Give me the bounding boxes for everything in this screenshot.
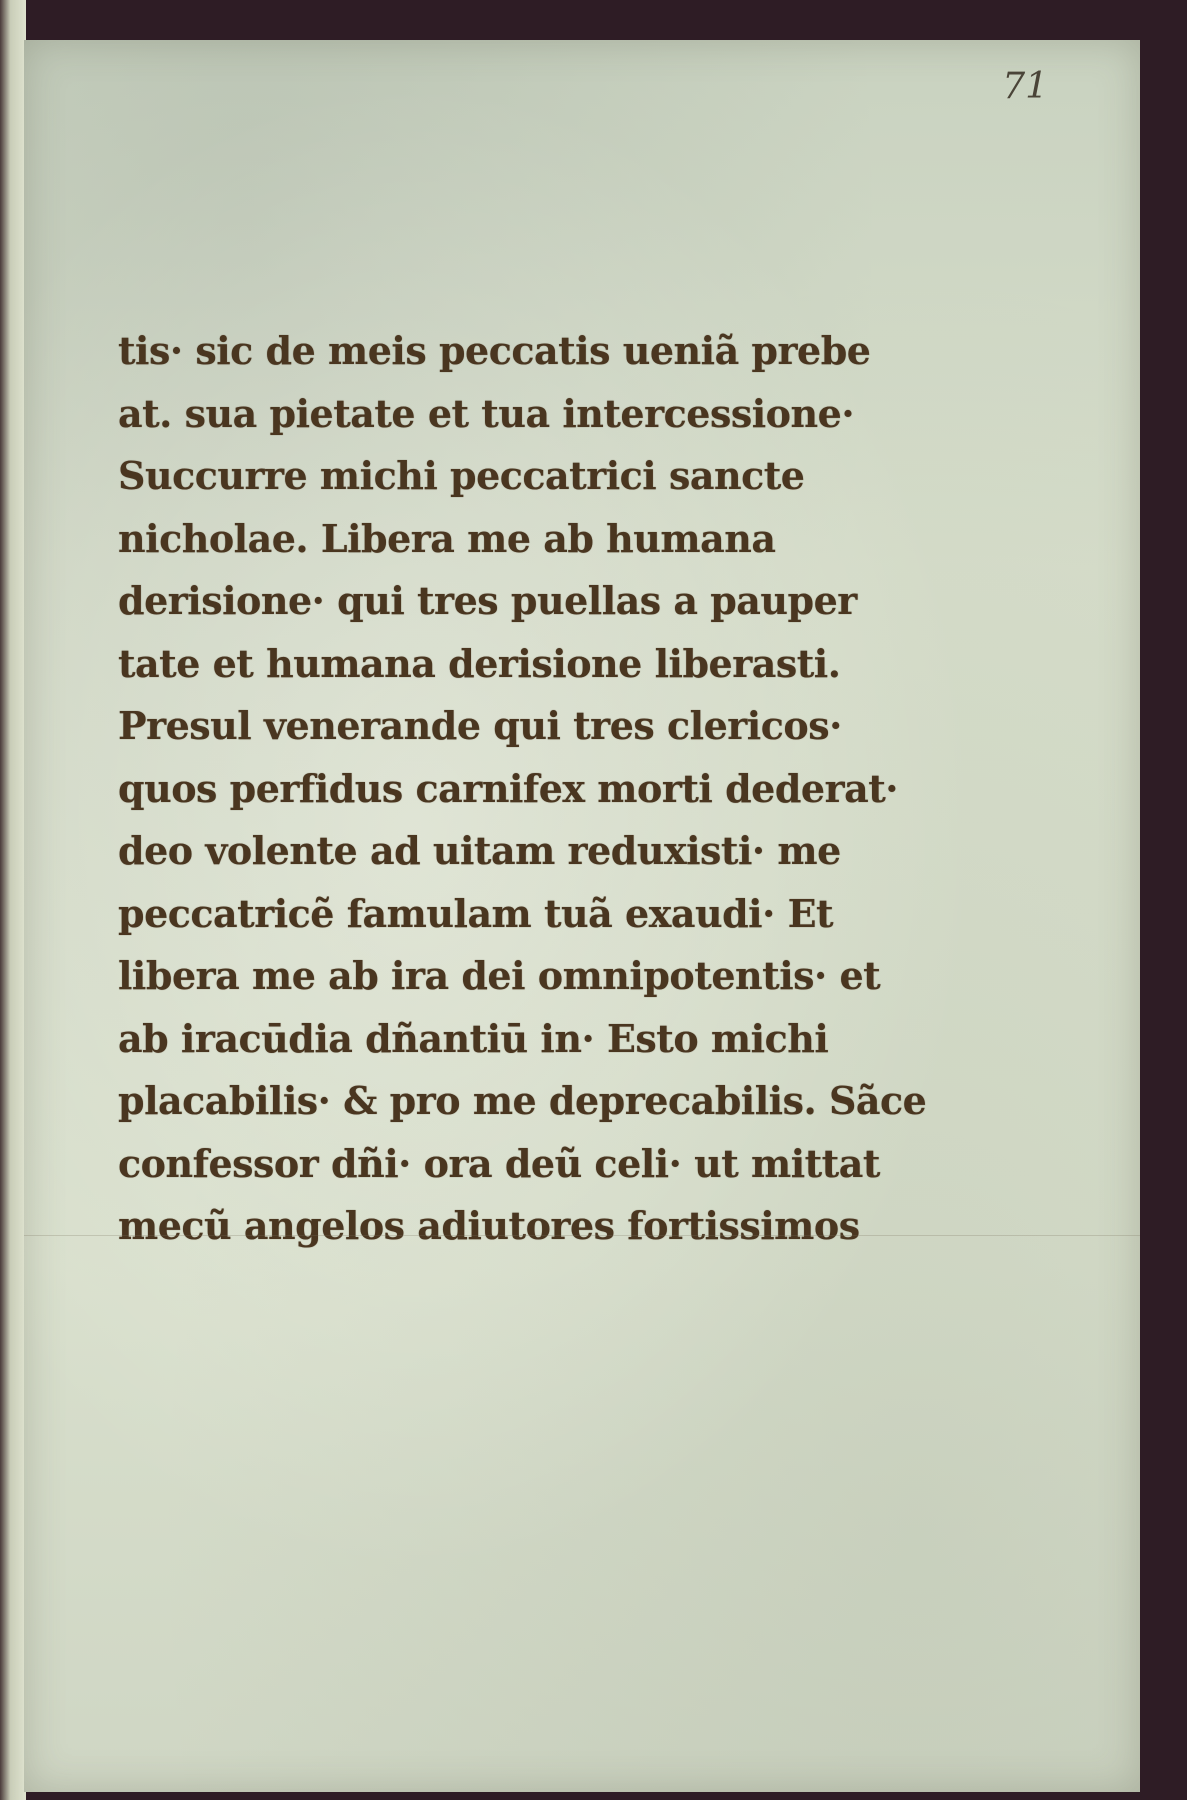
text-line: placabilis· & pro me deprecabilis. Sãce <box>118 1078 927 1123</box>
ruling-line <box>24 1235 1140 1236</box>
folio-number: 71 <box>1002 66 1048 107</box>
text-line: Succurre michi peccatrici sancte <box>118 453 805 498</box>
text-line: ab iracūdia dñantiū in· Esto michi <box>118 1015 829 1061</box>
text-line: tis· sic de meis peccatis ueniã prebe <box>118 328 871 373</box>
text-line: peccatricẽ famulam tuã exaudi· Et <box>118 890 834 936</box>
manuscript-page <box>24 40 1140 1792</box>
text-line: confessor dñi· ora deũ celi· ut mittat <box>118 1140 880 1186</box>
text-line: Presul venerande qui tres clericos· <box>118 703 842 748</box>
text-line: at. sua pietate et tua intercessione· <box>118 390 855 436</box>
text-line: nicholae. Libera me ab humana <box>118 515 776 561</box>
text-line: tate et humana derisione liberasti. <box>118 640 841 686</box>
text-line: derisione· qui tres puellas a pauper <box>118 578 857 623</box>
previous-leaf-edge <box>0 0 26 1800</box>
text-block <box>118 320 927 1258</box>
text-line: libera me ab ira dei omnipotentis· et <box>118 953 881 998</box>
text-line: mecũ angelos adiutores fortissimos <box>118 1203 860 1248</box>
text-line: quos perfidus carnifex morti dederat· <box>118 765 899 811</box>
text-line: deo volente ad uitam reduxisti· me <box>118 828 841 873</box>
